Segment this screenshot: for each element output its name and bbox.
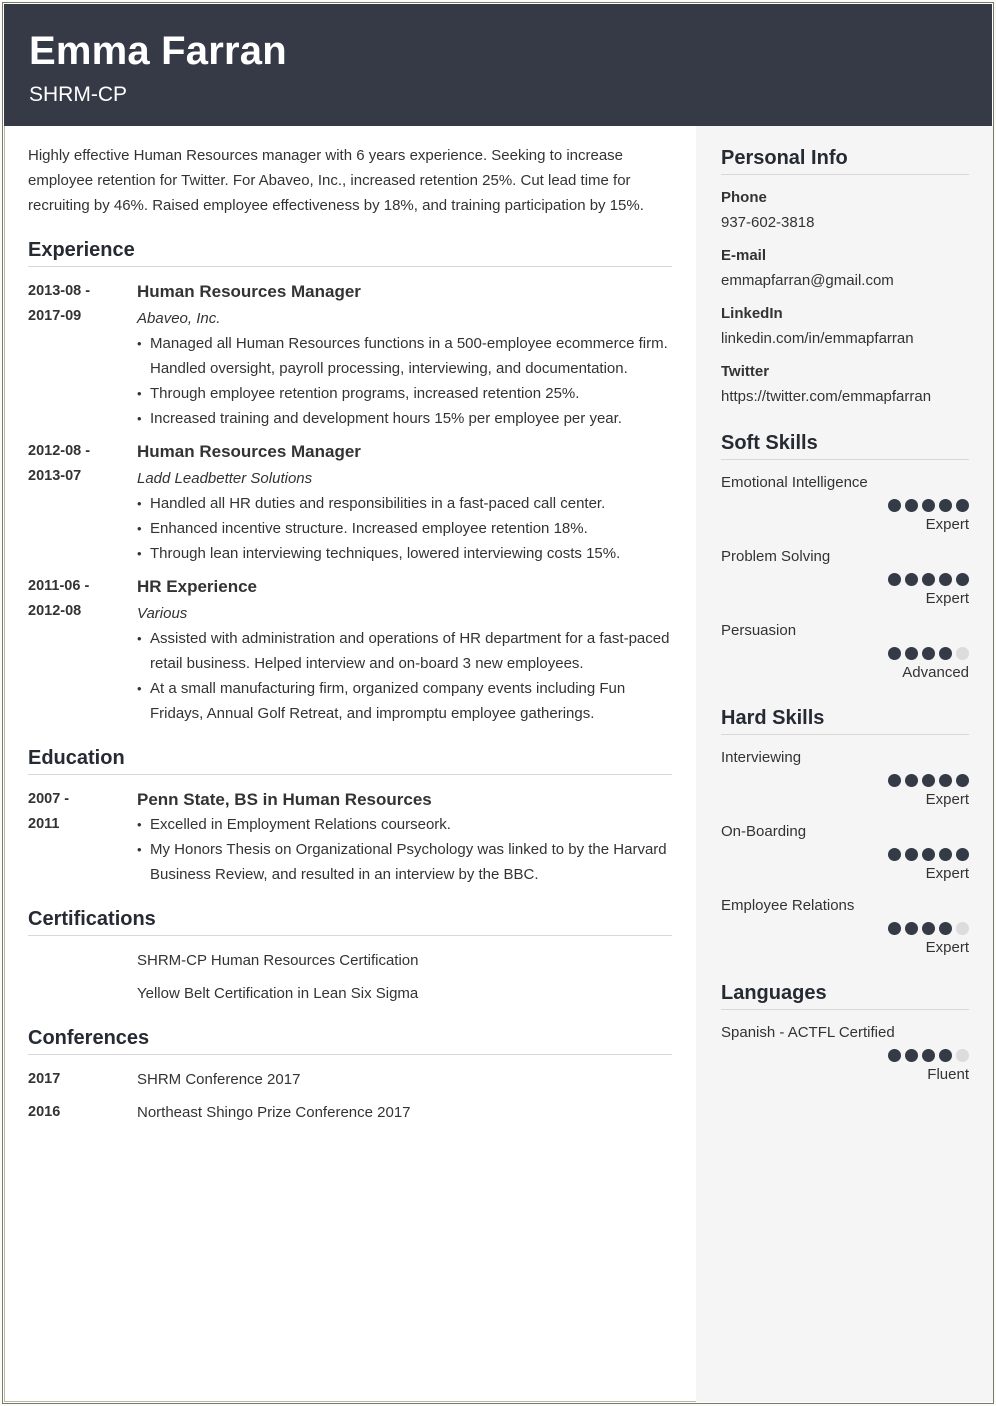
languages-section [721, 981, 969, 1086]
rating-dot-empty-icon [956, 1049, 969, 1062]
skill-level: Expert [925, 939, 969, 956]
rating-dot-filled-icon [888, 774, 901, 787]
rating-dot-filled-icon [888, 647, 901, 660]
rating-dot-filled-icon [905, 499, 918, 512]
skill-item [721, 470, 969, 536]
phone-value: 937-602-3818 [721, 214, 815, 231]
experience-entry [28, 574, 672, 726]
rating-dots [721, 573, 969, 587]
skill-level: Expert [925, 865, 969, 882]
skill-name: Emotional Intelligence [721, 474, 868, 491]
skill-item [721, 544, 969, 610]
skill-item [721, 745, 969, 811]
hard-skills-section [721, 706, 969, 959]
company-name: Ladd Leadbetter Solutions [137, 470, 313, 487]
candidate-name: Emma Farran [29, 29, 287, 73]
rating-dot-filled-icon [922, 1049, 935, 1062]
skill-level: Expert [925, 590, 969, 607]
conference-item [28, 1100, 672, 1125]
section-title-languages: Languages [721, 981, 969, 1010]
skill-name: Persuasion [721, 622, 797, 639]
language-item [721, 1020, 969, 1086]
rating-dot-filled-icon [939, 848, 952, 861]
date-end: 2017-09 [28, 308, 82, 324]
bullet-list [137, 626, 672, 726]
education-section [28, 746, 672, 887]
bullet-item: • Handled all HR duties and responsibilities in a fast-paced call center. [137, 491, 672, 516]
sidebar [696, 126, 994, 1402]
section-title-education: Education [28, 746, 672, 775]
rating-dot-filled-icon [922, 499, 935, 512]
rating-dot-filled-icon [905, 1049, 918, 1062]
skill-item [721, 819, 969, 885]
date-end: 2012-08 [28, 603, 82, 619]
job-title: HR Experience [137, 577, 257, 596]
rating-dot-filled-icon [939, 647, 952, 660]
conference-name: Northeast Shingo Prize Conference 2017 [137, 1104, 411, 1121]
section-title-certifications: Certifications [28, 907, 672, 936]
rating-dot-empty-icon [956, 922, 969, 935]
rating-dots [721, 848, 969, 862]
soft-skills-section [721, 431, 969, 684]
resume-page [2, 2, 994, 1404]
rating-dot-filled-icon [905, 922, 918, 935]
section-title-personal-info: Personal Info [721, 146, 969, 175]
company-name: Various [137, 605, 188, 622]
email-label: E-mail [721, 247, 767, 264]
rating-dots [721, 1049, 969, 1063]
entry-body [137, 439, 672, 566]
rating-dot-filled-icon [888, 499, 901, 512]
job-title: Human Resources Manager [137, 442, 361, 461]
summary-text: Highly effective Human Resources manager with 6 years experience. Seeking to increase employee retention for Twitter. For Abaveo, Inc., increased retention 25%. Cut lead time for recruiting by 46%. Raised employee effectiveness by 18%, and training participation by 15%. [28, 147, 644, 214]
conferences-section [28, 1026, 672, 1125]
rating-dot-filled-icon [922, 848, 935, 861]
experience-entry [28, 279, 672, 431]
rating-dots [721, 647, 969, 661]
skill-name: Employee Relations [721, 897, 855, 914]
conference-year: 2016 [28, 1104, 61, 1120]
rating-dot-filled-icon [956, 573, 969, 586]
entry-dates [28, 439, 137, 566]
date-end: 2013-07 [28, 468, 82, 484]
entry-body [137, 574, 672, 726]
conference-item [28, 1067, 672, 1092]
entry-body [137, 279, 672, 431]
rating-dot-filled-icon [922, 774, 935, 787]
rating-dot-filled-icon [922, 573, 935, 586]
conference-name: SHRM Conference 2017 [137, 1071, 301, 1088]
bullet-item: • My Honors Thesis on Organizational Psychology was linked to by the Harvard Business Review, and resulted in an interview by the BBC. [137, 837, 672, 887]
experience-entry [28, 439, 672, 566]
entry-dates [28, 574, 137, 726]
certification-name: Yellow Belt Certification in Lean Six Sigma [137, 985, 419, 1002]
skill-level: Advanced [902, 664, 969, 681]
degree-title: Penn State, BS in Human Resources [137, 790, 432, 809]
rating-dot-filled-icon [888, 573, 901, 586]
rating-dots [721, 774, 969, 788]
language-name: Spanish - ACTFL Certified [721, 1024, 895, 1041]
certifications-section [28, 907, 672, 1006]
main-column [28, 143, 672, 1133]
entry-body [137, 787, 672, 887]
skill-name: Problem Solving [721, 548, 831, 565]
rating-dot-filled-icon [905, 647, 918, 660]
rating-dot-filled-icon [956, 774, 969, 787]
bullet-item: • Through lean interviewing techniques, lowered interviewing costs 15%. [137, 541, 672, 566]
entry-dates [28, 787, 137, 887]
bullet-list [137, 331, 672, 431]
bullet-item: • Assisted with administration and operations of HR department for a fast-paced retail business. Helped interview and on-board 3 new employees. [137, 626, 672, 676]
date-start: 2007 - [28, 791, 70, 807]
rating-dot-filled-icon [939, 499, 952, 512]
rating-dot-empty-icon [956, 647, 969, 660]
language-level: Fluent [927, 1066, 969, 1083]
entry-dates [28, 279, 137, 431]
rating-dot-filled-icon [939, 573, 952, 586]
phone-label: Phone [721, 189, 767, 206]
skill-item [721, 893, 969, 959]
education-entry [28, 787, 672, 887]
bullet-item: • Excelled in Employment Relations courseork. [137, 812, 672, 837]
rating-dot-filled-icon [922, 922, 935, 935]
bullet-item: • Managed all Human Resources functions in a 500-employee ecommerce firm. Handled oversight, payroll processing, interviewing, and documentation. [137, 331, 672, 381]
rating-dot-filled-icon [888, 922, 901, 935]
skill-item [721, 618, 969, 684]
job-title: Human Resources Manager [137, 282, 361, 301]
section-title-experience: Experience [28, 238, 672, 267]
skill-name: Interviewing [721, 749, 802, 766]
date-start: 2012-08 - [28, 443, 91, 459]
bullet-item: • Enhanced incentive structure. Increased employee retention 18%. [137, 516, 672, 541]
rating-dot-filled-icon [888, 848, 901, 861]
date-start: 2011-06 - [28, 578, 90, 594]
email-value: emmapfarran@gmail.com [721, 272, 894, 289]
certification-item [28, 981, 672, 1006]
section-title-conferences: Conferences [28, 1026, 672, 1055]
date-start: 2013-08 - [28, 283, 91, 299]
skill-level: Expert [925, 516, 969, 533]
candidate-title: SHRM-CP [29, 83, 127, 106]
certification-item [28, 948, 672, 973]
rating-dot-filled-icon [939, 922, 952, 935]
bullet-item: • Through employee retention programs, increased retention 25%. [137, 381, 672, 406]
date-end: 2011 [28, 816, 60, 832]
twitter-value: https://twitter.com/emmapfarran [721, 388, 932, 405]
company-name: Abaveo, Inc. [137, 310, 221, 327]
personal-info-section [721, 146, 969, 409]
skill-name: On-Boarding [721, 823, 807, 840]
rating-dot-filled-icon [956, 848, 969, 861]
rating-dot-filled-icon [939, 774, 952, 787]
rating-dot-filled-icon [888, 1049, 901, 1062]
section-title-hard-skills: Hard Skills [721, 706, 969, 735]
bullet-item: • At a small manufacturing firm, organized company events including Fun Fridays, Annual Golf Retreat, and impromptu employee gatherings. [137, 676, 672, 726]
rating-dot-filled-icon [922, 647, 935, 660]
conference-year: 2017 [28, 1071, 61, 1087]
linkedin-value: linkedin.com/in/emmapfarran [721, 330, 914, 347]
certification-name: SHRM-CP Human Resources Certification [137, 952, 419, 969]
skill-level: Expert [925, 791, 969, 808]
section-title-soft-skills: Soft Skills [721, 431, 969, 460]
twitter-label: Twitter [721, 363, 770, 380]
bullet-item: • Increased training and development hours 15% per employee per year. [137, 406, 672, 431]
rating-dot-filled-icon [956, 499, 969, 512]
rating-dots [721, 922, 969, 936]
bullet-list [137, 812, 672, 887]
rating-dots [721, 499, 969, 513]
rating-dot-filled-icon [905, 774, 918, 787]
rating-dot-filled-icon [905, 848, 918, 861]
bullet-list [137, 491, 672, 566]
resume-header [4, 4, 992, 126]
experience-section [28, 238, 672, 726]
rating-dot-filled-icon [939, 1049, 952, 1062]
rating-dot-filled-icon [905, 573, 918, 586]
linkedin-label: LinkedIn [721, 305, 783, 322]
